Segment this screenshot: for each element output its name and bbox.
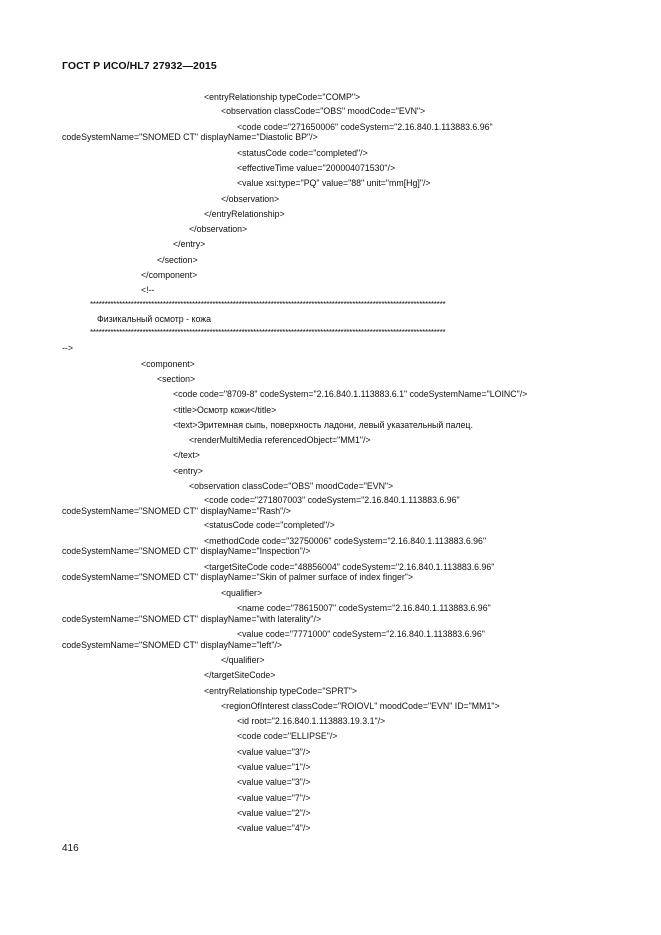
- code-line: <statusCode code="completed"/>: [204, 520, 335, 531]
- code-line: </section>: [157, 254, 198, 265]
- code-line: <regionOfInterest classCode="ROIOVL" moodCode="EVN" ID="MM1">: [221, 700, 500, 711]
- code-line: </targetSiteCode>: [204, 670, 276, 681]
- code-line: -->: [62, 343, 73, 354]
- code-line: <entryRelationship typeCode="SPRT">: [204, 685, 358, 696]
- code-line: <entry>: [173, 465, 203, 476]
- code-line: <section>: [157, 374, 196, 384]
- code-line: </qualifier>: [221, 655, 265, 666]
- code-line: <component>: [141, 358, 195, 369]
- code-line: <value xsi:type="PQ" value="88" unit="mm[Hg]"/>: [237, 178, 431, 189]
- code-line: <renderMultiMedia referencedObject="MM1"/>: [189, 435, 371, 445]
- code-line: <code code="271650006" codeSystem="2.16.840.1.113883.6.96": [237, 121, 493, 132]
- code-line: <observation classCode="OBS" moodCode="EVN">: [221, 106, 426, 117]
- code-line: <observation classCode="OBS" moodCode="EVN">: [189, 480, 394, 491]
- code-line: <qualifier>: [221, 587, 263, 598]
- code-line: <code code="ELLIPSE"/>: [237, 731, 338, 742]
- code-line: </entry>: [173, 239, 206, 250]
- comment-separator: **************************************************************************************************************************: [90, 300, 446, 310]
- page-number: 416: [62, 843, 79, 854]
- code-line: <title>Осмотр кожи</title>: [173, 404, 277, 415]
- code-line: <text>Эритемная сыпь, поверхность ладони, левый указательный палец.: [173, 419, 473, 430]
- code-line: </observation>: [189, 224, 248, 234]
- code-line: <targetSiteCode code="48856004" codeSystem="2.16.840.1.113883.6.96": [204, 561, 495, 572]
- code-line: <entryRelationship typeCode="COMP">: [204, 92, 361, 102]
- code-line: codeSystemName="SNOMED CT" displayName="with laterality"/>: [62, 613, 322, 624]
- code-line: <value value="7"/>: [237, 792, 311, 803]
- document-header: ГОСТ Р ИСО/HL7 27932—2015: [62, 60, 217, 72]
- code-line: <statusCode code="completed"/>: [237, 147, 368, 158]
- code-line: <value value="3"/>: [237, 746, 311, 757]
- code-line: <id root="2.16.840.1.113883.19.3.1"/>: [237, 716, 386, 727]
- code-line: codeSystemName="SNOMED CT" displayName="Inspection"/>: [62, 546, 311, 557]
- code-line: <value value="1"/>: [237, 761, 311, 772]
- code-line: <value value="4"/>: [237, 823, 311, 833]
- code-line: <methodCode code="32750006" codeSystem="2.16.840.1.113883.6.96": [204, 535, 487, 546]
- code-line: </entryRelationship>: [204, 208, 285, 219]
- code-line: </text>: [173, 450, 200, 461]
- code-line: codeSystemName="SNOMED CT" displayName="Rash"/>: [62, 506, 291, 516]
- code-line: <value value="2"/>: [237, 807, 311, 818]
- code-line: </observation>: [221, 193, 280, 204]
- section-comment: Физикальный осмотр - кожа: [97, 313, 212, 324]
- code-line: codeSystemName="SNOMED CT" displayName="Diastolic BP"/>: [62, 132, 318, 143]
- code-line: </component>: [141, 269, 198, 280]
- code-line: <code code="8709-8" codeSystem="2.16.840.1.113883.6.1" codeSystemName="LOINC"/>: [173, 389, 528, 400]
- code-line: <value code="7771000" codeSystem="2.16.840.1.113883.6.96": [237, 629, 485, 639]
- code-line: codeSystemName="SNOMED CT" displayName="left"/>: [62, 639, 283, 650]
- code-line: codeSystemName="SNOMED CT" displayName="Skin of palmer surface of index finger">: [62, 572, 414, 583]
- code-line: <name code="78615007" codeSystem="2.16.840.1.113883.6.96": [237, 603, 491, 613]
- code-line: <effectiveTime value="200004071530"/>: [237, 162, 396, 173]
- code-line: <value value="3"/>: [237, 777, 311, 788]
- code-line: <code code="271807003" codeSystem="2.16.840.1.113883.6.96": [204, 495, 460, 506]
- code-line: <!--: [141, 285, 155, 296]
- comment-separator: **************************************************************************************************************************: [90, 328, 446, 338]
